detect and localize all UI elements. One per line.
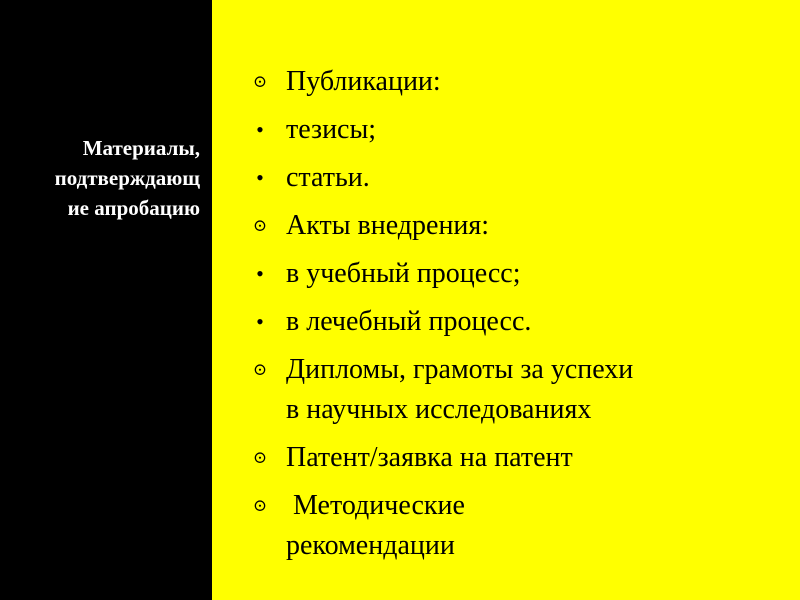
circle-bullet-icon: ⊙ xyxy=(252,72,268,91)
bullet-icon: • xyxy=(256,117,264,142)
bullet-icon: • xyxy=(256,309,264,334)
list-item-publications xyxy=(240,58,780,106)
list-item-text: Акты внедрения: xyxy=(286,210,490,241)
side-title-line: Материалы, xyxy=(82,136,200,160)
bullet-icon: • xyxy=(256,165,264,190)
list-item-educational xyxy=(240,250,780,298)
list-item-text-line: Методические xyxy=(286,490,465,521)
circle-bullet-icon: ⊙ xyxy=(252,496,268,515)
list-item-text: статьи. xyxy=(286,162,370,193)
list-item-articles xyxy=(240,154,780,202)
side-title-line: ие апробацию xyxy=(67,196,200,220)
list-item-text: Патент/заявка на патент xyxy=(286,442,573,473)
list-item-text: в учебный процесс; xyxy=(286,258,521,289)
side-title-line: подтверждающ xyxy=(54,166,200,190)
list-item-text-line: Дипломы, грамоты за успехи xyxy=(286,354,634,385)
list-item-diplomas xyxy=(240,346,780,434)
circle-bullet-icon: ⊙ xyxy=(252,216,268,235)
list-item-patent xyxy=(240,434,780,482)
content-list xyxy=(240,58,780,570)
side-title xyxy=(5,133,200,223)
list-item-medical xyxy=(240,298,780,346)
list-item-text: тезисы; xyxy=(286,114,377,145)
bullet-icon: • xyxy=(256,261,264,286)
list-item-implementation-acts xyxy=(240,202,780,250)
list-item-theses xyxy=(240,106,780,154)
list-item-text: Публикации: xyxy=(286,66,441,97)
circle-bullet-icon: ⊙ xyxy=(252,448,268,467)
circle-bullet-icon: ⊙ xyxy=(252,360,268,379)
list-item-text-line: рекомендации xyxy=(286,530,455,561)
side-panel xyxy=(0,0,212,600)
list-item-text-line: в научных исследованиях xyxy=(286,394,592,425)
list-item-guidelines xyxy=(240,482,780,570)
list-item-text: в лечебный процесс. xyxy=(286,306,532,337)
